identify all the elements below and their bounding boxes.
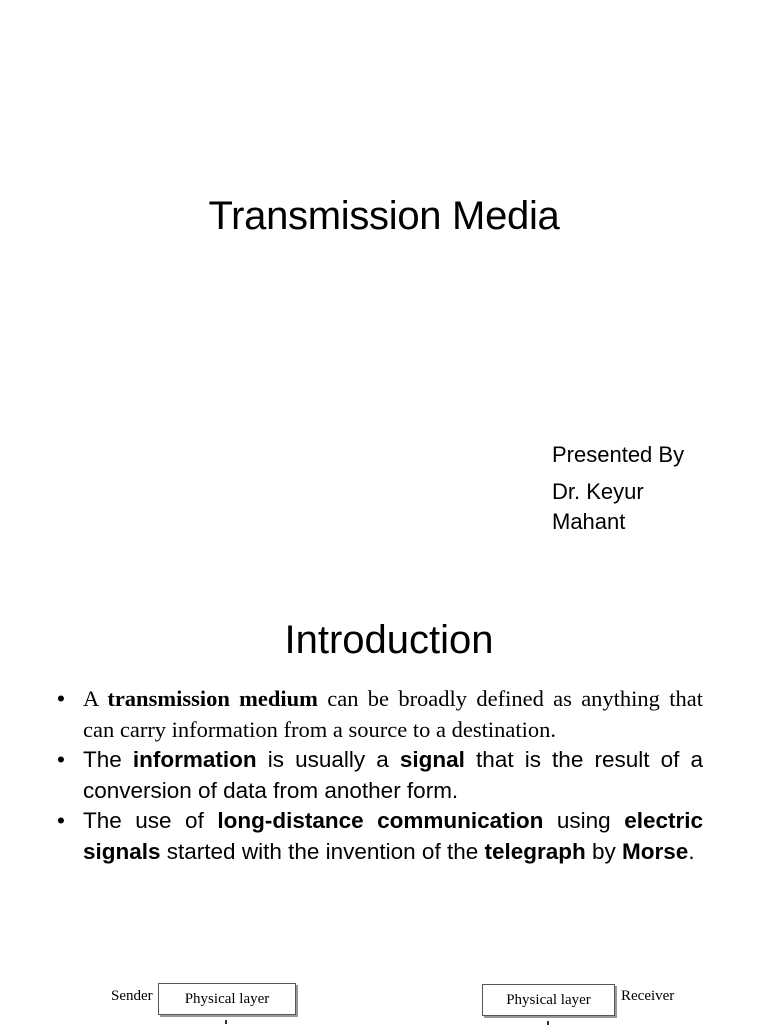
- slide-title: Transmission Media: [208, 194, 560, 238]
- bullet-bold-term: transmission medium: [107, 686, 318, 711]
- intro-heading: Introduction: [284, 618, 494, 662]
- bullet-bold-term: signal: [399, 747, 465, 772]
- bullet-icon: •: [57, 686, 65, 711]
- bullet-bold-term: long-distance communication: [217, 808, 544, 833]
- bullet-item: [57, 684, 703, 745]
- bullet-text: The use of: [83, 808, 218, 833]
- presenter-block: [552, 440, 752, 537]
- sender-label: Sender: [111, 988, 153, 1004]
- bullet-bold-term: electric signals: [83, 808, 704, 864]
- bullet-icon: •: [57, 808, 65, 833]
- receiver-arrow-icon: [547, 1021, 549, 1025]
- bullet-item: [57, 745, 703, 806]
- presented-by-label: Presented By: [552, 442, 685, 467]
- bullet-bold-term: telegraph: [484, 838, 586, 864]
- bullet-item: [57, 806, 703, 867]
- bullet-text: using: [543, 808, 625, 833]
- bullet-text: .: [688, 838, 695, 864]
- bullet-list: [57, 684, 703, 867]
- bullet-icon: •: [57, 747, 65, 772]
- bullet-bold-term: information: [132, 747, 257, 772]
- receiver-label: Receiver: [621, 988, 675, 1004]
- bullet-text: A: [83, 686, 108, 711]
- receiver-physical-layer-box: Physical layer: [482, 984, 615, 1016]
- bullet-text: The: [83, 747, 133, 772]
- bullet-bold-term: Morse: [622, 838, 689, 864]
- sender-arrow-icon: [225, 1020, 227, 1024]
- presenter-name-line1: Dr. Keyur: [552, 479, 644, 504]
- bullet-text: can be broadly defined as anything that can carry information from a source to a destination.: [83, 686, 703, 742]
- bullet-text: is usually a: [256, 747, 400, 772]
- bullet-text: by: [585, 838, 623, 864]
- bullet-text: that is the result of a conversion of data from another form.: [83, 747, 703, 803]
- presenter-name-line2: Mahant: [552, 509, 626, 534]
- osi-diagram-fragment: [0, 975, 768, 1024]
- bullet-text: started with the invention of the: [160, 838, 485, 864]
- sender-physical-layer-box: Physical layer: [158, 983, 296, 1015]
